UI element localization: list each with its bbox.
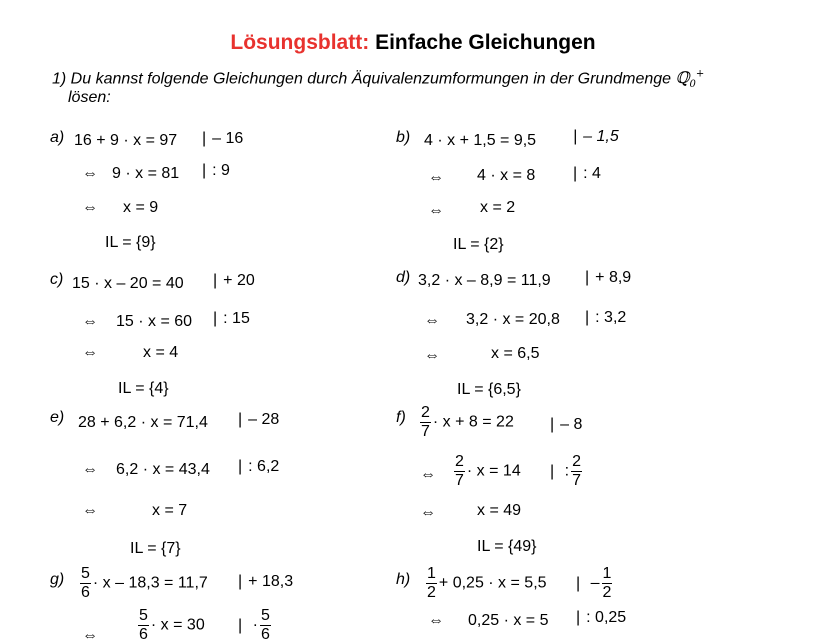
task-f-eq1-rest: · x + 8 = 22	[432, 413, 514, 431]
set-subscript: 0	[689, 79, 696, 91]
task-g-eq2-rest: · x = 30	[150, 616, 205, 634]
task-g-label: g)	[50, 571, 65, 588]
set-superscript: +	[695, 69, 705, 80]
task-b-eq1: 4 · x + 1,5 = 9,5	[424, 132, 537, 149]
task-f-op2-sign: :	[564, 462, 570, 480]
task-f-eq3: x = 49	[477, 502, 522, 519]
task-h-iff1: ⇔	[428, 612, 444, 629]
task-a-eq3: x = 9	[123, 199, 159, 216]
task-f-fraction	[420, 405, 431, 440]
task-a-solution: IL = {9}	[105, 234, 156, 251]
task-f-eq2-rest: · x = 14	[466, 462, 521, 480]
task-f-op1: | – 8	[550, 417, 582, 433]
task-e-solution: IL = {7}	[130, 540, 181, 557]
task-a-label: a)	[50, 129, 65, 146]
denominator: 6	[139, 626, 148, 643]
task-c-iff2: ⇔	[82, 344, 98, 361]
task-c-solution: IL = {4}	[118, 380, 169, 397]
task-g-op1: | + 18,3	[238, 574, 293, 590]
task-f-label: f)	[396, 409, 406, 426]
task-h-eq1	[424, 566, 547, 601]
task-f-eq1	[418, 405, 514, 440]
numerator: 2	[572, 453, 581, 470]
number-set	[675, 68, 705, 91]
task-c-eq2: 15 · x = 60	[116, 313, 193, 330]
task-a-iff1: ⇔	[82, 165, 98, 182]
task-b-eq2: 4 · x = 8	[477, 167, 536, 184]
task-d-iff2: ⇔	[424, 347, 440, 364]
task-g-eq1	[78, 566, 208, 601]
task-e-label: e)	[50, 409, 65, 426]
instruction-text: 1) Du kannst folgende Gleichungen durch Äquivalenzumformungen in der Grundmenge	[52, 70, 676, 88]
task-g-eq1-rest: · x – 18,3 = 11,7	[92, 574, 208, 592]
task-f-op2-fraction	[571, 454, 582, 489]
task-c-label: c)	[50, 271, 64, 288]
numerator: 5	[260, 607, 270, 624]
task-d-iff1: ⇔	[424, 312, 440, 329]
task-d-eq3: x = 6,5	[491, 345, 540, 362]
denominator: 6	[260, 626, 270, 643]
task-d-op1: | + 8,9	[585, 270, 631, 286]
task-e-eq3: x = 7	[152, 502, 188, 519]
numerator: 2	[455, 453, 464, 470]
task-h-op2: | : 0,25	[576, 610, 626, 626]
task-h-label: h)	[396, 571, 411, 588]
task-c-op1: | + 20	[213, 273, 255, 289]
task-b-iff1: ⇔	[428, 169, 444, 186]
task-d-eq2: 3,2 · x = 20,8	[466, 311, 560, 328]
task-b-label: b)	[396, 129, 411, 146]
numerator: 1	[602, 565, 612, 582]
task-g-op2-sign: ·	[252, 616, 258, 634]
task-b-solution: IL = {2}	[453, 236, 504, 253]
task-g-fraction	[80, 566, 91, 601]
denominator: 6	[81, 584, 90, 601]
task-a-op1: | – 16	[202, 131, 243, 147]
task-b-op1: | – 1,5	[573, 129, 619, 145]
denominator: 2	[602, 584, 612, 601]
task-e-op2: | : 6,2	[238, 459, 279, 475]
task-f-eq2	[452, 454, 521, 489]
task-f-iff1: ⇔	[420, 466, 436, 483]
task-d-eq1: 3,2 · x – 8,9 = 11,9	[418, 272, 551, 289]
task-g-op2	[238, 608, 273, 643]
task-f-solution: IL = {49}	[477, 538, 537, 555]
task-d-op2: | : 3,2	[585, 310, 626, 326]
task-b-op2: | : 4	[573, 166, 601, 182]
task-h-op1-fraction	[602, 566, 613, 601]
task-g-fraction2	[138, 608, 149, 643]
task-f-iff2: ⇔	[420, 504, 436, 521]
denominator: 7	[455, 472, 464, 489]
task-e-iff1: ⇔	[82, 461, 98, 478]
task-h-fraction	[426, 566, 437, 601]
task-instruction	[52, 70, 704, 91]
task-a-eq1: 16 + 9 · x = 97	[74, 132, 178, 149]
instruction-line2: lösen:	[68, 89, 111, 106]
task-g-eq2	[136, 608, 205, 643]
numerator: 1	[427, 565, 436, 582]
task-h-eq2: 0,25 · x = 5	[468, 612, 549, 629]
task-f-op2	[550, 454, 584, 489]
task-c-iff1: ⇔	[82, 313, 98, 330]
task-e-iff2: ⇔	[82, 502, 98, 519]
task-c-eq3: x = 4	[143, 344, 179, 361]
numerator: 2	[421, 404, 430, 421]
denominator: 7	[572, 472, 581, 489]
task-d-label: d)	[396, 269, 411, 286]
task-f-fraction2	[454, 454, 465, 489]
task-e-op1: | – 28	[238, 412, 279, 428]
task-a-op2: | : 9	[202, 163, 230, 179]
task-h-op1-sign: –	[590, 574, 600, 592]
task-c-eq1: 15 · x – 20 = 40	[72, 275, 184, 292]
task-e-eq1: 28 + 6,2 · x = 71,4	[78, 414, 208, 431]
task-d-solution: IL = {6,5}	[457, 381, 521, 398]
task-a-iff2: ⇔	[82, 199, 98, 216]
denominator: 7	[421, 423, 430, 440]
numerator: 5	[139, 607, 148, 624]
task-h-op1	[576, 566, 614, 601]
title-main: Einfache Gleichungen	[375, 31, 596, 54]
task-b-eq3: x = 2	[480, 199, 516, 216]
page-title	[0, 32, 826, 53]
task-h-eq1-rest: + 0,25 · x = 5,5	[438, 574, 547, 592]
task-e-eq2: 6,2 · x = 43,4	[116, 461, 210, 478]
denominator: 2	[427, 584, 436, 601]
numerator: 5	[81, 565, 90, 582]
title-prefix: Lösungsblatt:	[230, 31, 370, 54]
set-symbol: ℚ	[675, 68, 690, 88]
task-a-eq2: 9 · x = 81	[112, 165, 180, 182]
task-b-iff2: ⇔	[428, 202, 444, 219]
task-g-op2-fraction	[260, 608, 271, 643]
task-c-op2: | : 15	[213, 311, 250, 327]
task-g-iff1: ⇔	[82, 627, 98, 644]
